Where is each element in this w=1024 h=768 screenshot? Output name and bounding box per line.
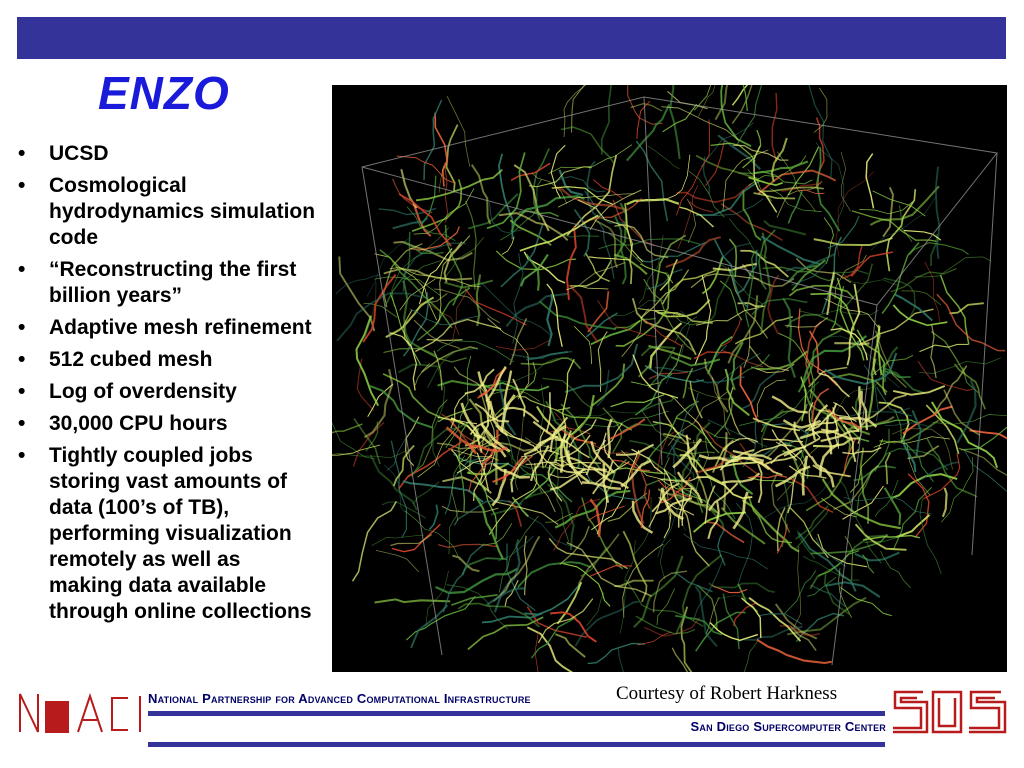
- bullet-text: 512 cubed mesh: [49, 348, 213, 371]
- filament: [549, 177, 605, 192]
- filament: [561, 127, 614, 163]
- filament: [891, 269, 956, 292]
- filament: [680, 207, 714, 227]
- filament: [641, 471, 650, 509]
- logo-letter-a: [78, 696, 102, 732]
- filament: [759, 614, 802, 625]
- filament: [375, 599, 451, 602]
- filament: [399, 365, 442, 373]
- filament: [943, 488, 947, 517]
- filament: [424, 100, 442, 180]
- filament: [447, 96, 470, 167]
- filament: [859, 201, 914, 214]
- bullet-list: [12, 141, 318, 631]
- slide-title: ENZO: [98, 67, 230, 119]
- filament: [735, 85, 748, 111]
- filament: [835, 255, 867, 299]
- bullet-text: Adaptive mesh refinement: [49, 316, 312, 339]
- filament: [444, 163, 447, 223]
- filament: [477, 477, 497, 539]
- cube-edge: [832, 305, 877, 665]
- filament: [468, 617, 543, 649]
- filament: [814, 238, 893, 245]
- filament: [357, 316, 379, 406]
- filament: [499, 154, 513, 239]
- cosmic-web-visualization: [332, 85, 1007, 672]
- footer-rule-bottom: [148, 742, 885, 747]
- filament: [376, 550, 419, 572]
- filament: [579, 534, 619, 590]
- bullet-marker: •: [18, 174, 26, 197]
- bullet-marker: •: [18, 380, 26, 403]
- filament: [572, 85, 586, 133]
- filament: [841, 152, 851, 211]
- bullet-item: [12, 411, 318, 437]
- filament: [372, 535, 424, 546]
- filament: [437, 341, 514, 362]
- bullet-text: “Reconstructing the first billion years”: [49, 258, 297, 307]
- filament: [588, 644, 645, 664]
- cube-edge: [972, 153, 997, 555]
- filament: [410, 309, 481, 325]
- filament: [817, 147, 840, 231]
- center-name: San Diego Supercomputer Center: [690, 719, 886, 734]
- filament: [510, 318, 527, 365]
- filament: [732, 85, 775, 105]
- filament: [931, 234, 937, 266]
- filament: [735, 317, 793, 344]
- filament: [786, 254, 835, 271]
- cube-edge: [362, 167, 442, 655]
- bullet-text: 30,000 CPU hours: [49, 412, 228, 435]
- filament: [813, 439, 851, 446]
- npaci-logo: [16, 688, 150, 734]
- image-credit: Courtesy of Robert Harkness: [616, 683, 838, 704]
- filament: [932, 402, 997, 468]
- filament: [353, 501, 397, 581]
- filament: [931, 332, 965, 374]
- filament: [738, 584, 758, 612]
- bullet-marker: •: [18, 258, 26, 281]
- filament: [861, 448, 869, 524]
- filament: [738, 303, 764, 306]
- filament: [834, 270, 868, 274]
- bullet-item: [12, 315, 318, 341]
- filament: [616, 445, 654, 455]
- filament: [743, 370, 779, 408]
- filament: [383, 374, 458, 422]
- bullet-marker: •: [18, 444, 26, 467]
- filament: [636, 141, 667, 221]
- filament: [873, 191, 926, 216]
- filament: [570, 260, 611, 286]
- filament: [648, 146, 680, 169]
- filament: [363, 275, 395, 342]
- filament: [866, 154, 873, 209]
- filament: [636, 616, 695, 633]
- organization-name: National Partnership for Advanced Computational Infrastructure: [148, 691, 531, 706]
- filament: [763, 267, 835, 280]
- simulation-image: [332, 85, 1007, 672]
- filament: [796, 509, 829, 549]
- filament: [427, 340, 463, 341]
- filament: [794, 546, 801, 627]
- filament: [729, 387, 755, 443]
- header-bar: [17, 17, 1006, 59]
- filament: [772, 93, 777, 161]
- filament: [406, 417, 419, 466]
- filament: [547, 392, 551, 432]
- npaci-logo-mark: [16, 688, 150, 734]
- bullet-marker: •: [18, 316, 26, 339]
- filament: [721, 204, 783, 241]
- filament: [547, 294, 552, 346]
- filament: [826, 582, 880, 597]
- filament: [655, 235, 686, 302]
- filament: [963, 367, 979, 392]
- filament: [698, 85, 718, 117]
- bullet-text: Log of overdensity: [49, 380, 237, 403]
- filament: [757, 640, 832, 663]
- filament: [411, 605, 447, 648]
- filament: [941, 275, 969, 344]
- filament: [672, 648, 693, 672]
- filament: [920, 344, 969, 351]
- bullet-item: [12, 443, 318, 625]
- filament: [392, 524, 440, 551]
- filament: [883, 187, 893, 236]
- filament: [723, 594, 739, 650]
- filament: [827, 415, 831, 454]
- bullet-item: [12, 379, 318, 405]
- logo-letter-n: [20, 694, 38, 732]
- filament: [931, 325, 936, 378]
- filament: [718, 529, 725, 566]
- filament: [743, 190, 761, 240]
- bullet-marker: •: [18, 412, 26, 435]
- filament: [925, 262, 940, 322]
- bullet-text: Tightly coupled jobs storing vast amounts of data (100’s of TB), performing visualization remotely as well as making data available through online collections: [49, 444, 312, 623]
- sdsc-logo-mark: [891, 688, 1007, 734]
- filament: [788, 191, 802, 223]
- filament: [863, 555, 874, 574]
- filament: [496, 340, 550, 350]
- filament: [949, 303, 983, 313]
- filament: [748, 475, 787, 478]
- filament: [405, 511, 460, 560]
- filament: [677, 119, 710, 215]
- filament: [569, 285, 598, 342]
- filament: [761, 237, 819, 264]
- filament: [752, 299, 808, 315]
- filament: [614, 581, 653, 586]
- bullet-marker: •: [18, 348, 26, 371]
- bullet-item: [12, 257, 318, 309]
- filament: [477, 275, 480, 327]
- filament: [842, 246, 862, 278]
- bullet-text: UCSD: [49, 142, 109, 165]
- filament: [472, 165, 490, 225]
- filament: [895, 295, 932, 321]
- filament: [627, 104, 669, 160]
- filament: [736, 503, 753, 583]
- filament: [834, 343, 869, 344]
- filament: [524, 583, 580, 614]
- filament: [638, 632, 672, 645]
- filament: [723, 150, 769, 211]
- filament: [521, 255, 548, 287]
- filament: [741, 640, 759, 672]
- filament: [639, 396, 676, 412]
- filament: [438, 544, 498, 547]
- filament: [466, 201, 477, 290]
- cube-top-face: [362, 97, 997, 305]
- filament: [762, 424, 809, 435]
- filament: [593, 180, 623, 199]
- filament: [468, 194, 518, 229]
- filament: [717, 353, 760, 384]
- filament: [574, 326, 592, 364]
- filament: [502, 237, 514, 255]
- filament: [602, 85, 612, 155]
- filament: [415, 363, 429, 385]
- filament: [503, 408, 538, 422]
- bullet-marker: •: [18, 142, 26, 165]
- footer-rule-top: [148, 711, 885, 716]
- sdsc-logo: [891, 688, 1007, 734]
- filament: [708, 269, 733, 324]
- filament: [579, 263, 626, 286]
- filament: [881, 551, 911, 588]
- filament: [955, 364, 986, 409]
- filament: [893, 305, 947, 325]
- filament: [818, 534, 867, 567]
- filament: [435, 113, 447, 187]
- cube-edge: [644, 97, 662, 465]
- filament: [391, 441, 406, 538]
- bullet-text: Cosmological hydrodynamics simulation code: [49, 174, 316, 249]
- filament: [855, 553, 900, 561]
- filament: [422, 347, 478, 372]
- filament: [454, 367, 498, 428]
- filament: [885, 488, 901, 525]
- filament: [758, 464, 762, 503]
- filament: [657, 589, 675, 626]
- filament-network: [332, 85, 1007, 672]
- logo-letter-c: [112, 698, 128, 730]
- bullet-item: [12, 347, 318, 373]
- logo-letter-d: [933, 692, 961, 732]
- bullet-item: [12, 141, 318, 167]
- filament: [722, 473, 760, 482]
- filament: [618, 647, 633, 672]
- filament: [920, 498, 941, 574]
- logo-letter-p-block: [46, 702, 68, 732]
- bullet-item: [12, 173, 318, 251]
- filament: [429, 505, 437, 530]
- filament: [575, 210, 590, 257]
- filament: [886, 453, 891, 485]
